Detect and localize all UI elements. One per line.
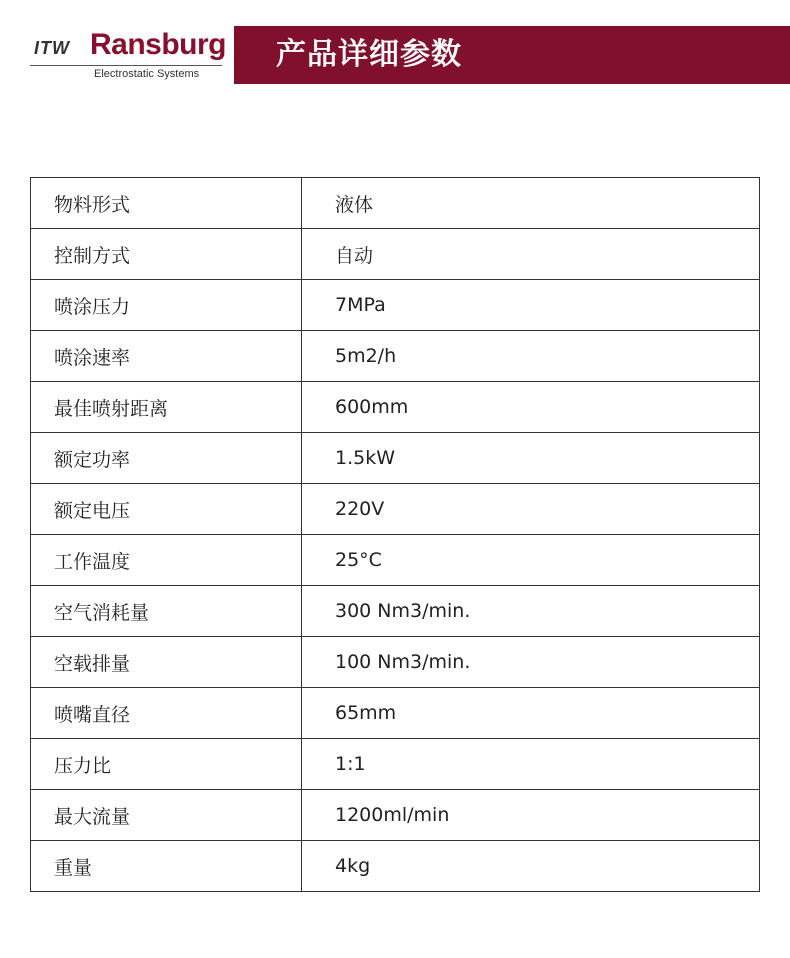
spec-label: 压力比 — [31, 739, 302, 790]
logo-subtitle: Electrostatic Systems — [94, 68, 200, 80]
table-row — [31, 637, 760, 688]
spec-value: 600mm — [302, 382, 760, 433]
spec-value: 100 Nm3/min. — [302, 637, 760, 688]
spec-value: 液体 — [302, 178, 760, 229]
spec-label: 喷涂速率 — [31, 331, 302, 382]
spec-value: 1.5kW — [302, 433, 760, 484]
spec-label: 工作温度 — [31, 535, 302, 586]
spec-label: 控制方式 — [31, 229, 302, 280]
spec-label: 物料形式 — [31, 178, 302, 229]
table-row — [31, 229, 760, 280]
table-row — [31, 790, 760, 841]
table-row — [31, 331, 760, 382]
spec-label: 最大流量 — [31, 790, 302, 841]
spec-value: 4kg — [302, 841, 760, 892]
logo-wordmark — [30, 28, 226, 66]
spec-value: 300 Nm3/min. — [302, 586, 760, 637]
table-row — [31, 484, 760, 535]
spec-label: 喷涂压力 — [31, 280, 302, 331]
brand-logo — [30, 28, 226, 84]
page-title: 产品详细参数 — [276, 37, 462, 72]
table-row — [31, 739, 760, 790]
spec-label: 最佳喷射距离 — [31, 382, 302, 433]
table-row — [31, 535, 760, 586]
logo-prefix: ITW — [34, 38, 70, 58]
spec-value: 1:1 — [302, 739, 760, 790]
table-row — [31, 841, 760, 892]
logo-brand-name: Ransburg — [90, 28, 227, 61]
spec-label: 喷嘴直径 — [31, 688, 302, 739]
spec-value: 1200ml/min — [302, 790, 760, 841]
table-row — [31, 688, 760, 739]
spec-value: 25°C — [302, 535, 760, 586]
table-row — [31, 178, 760, 229]
spec-label: 额定功率 — [31, 433, 302, 484]
table-row — [31, 586, 760, 637]
table-row — [31, 280, 760, 331]
spec-value: 7MPa — [302, 280, 760, 331]
spec-label: 空气消耗量 — [31, 586, 302, 637]
spec-value: 5m2/h — [302, 331, 760, 382]
spec-label: 重量 — [31, 841, 302, 892]
spec-value: 65mm — [302, 688, 760, 739]
logo-divider — [30, 65, 222, 66]
title-banner — [234, 26, 790, 84]
spec-value: 自动 — [302, 229, 760, 280]
spec-value: 220V — [302, 484, 760, 535]
spec-label: 额定电压 — [31, 484, 302, 535]
spec-table — [30, 177, 760, 892]
spec-label: 空载排量 — [31, 637, 302, 688]
table-row — [31, 382, 760, 433]
table-row — [31, 433, 760, 484]
